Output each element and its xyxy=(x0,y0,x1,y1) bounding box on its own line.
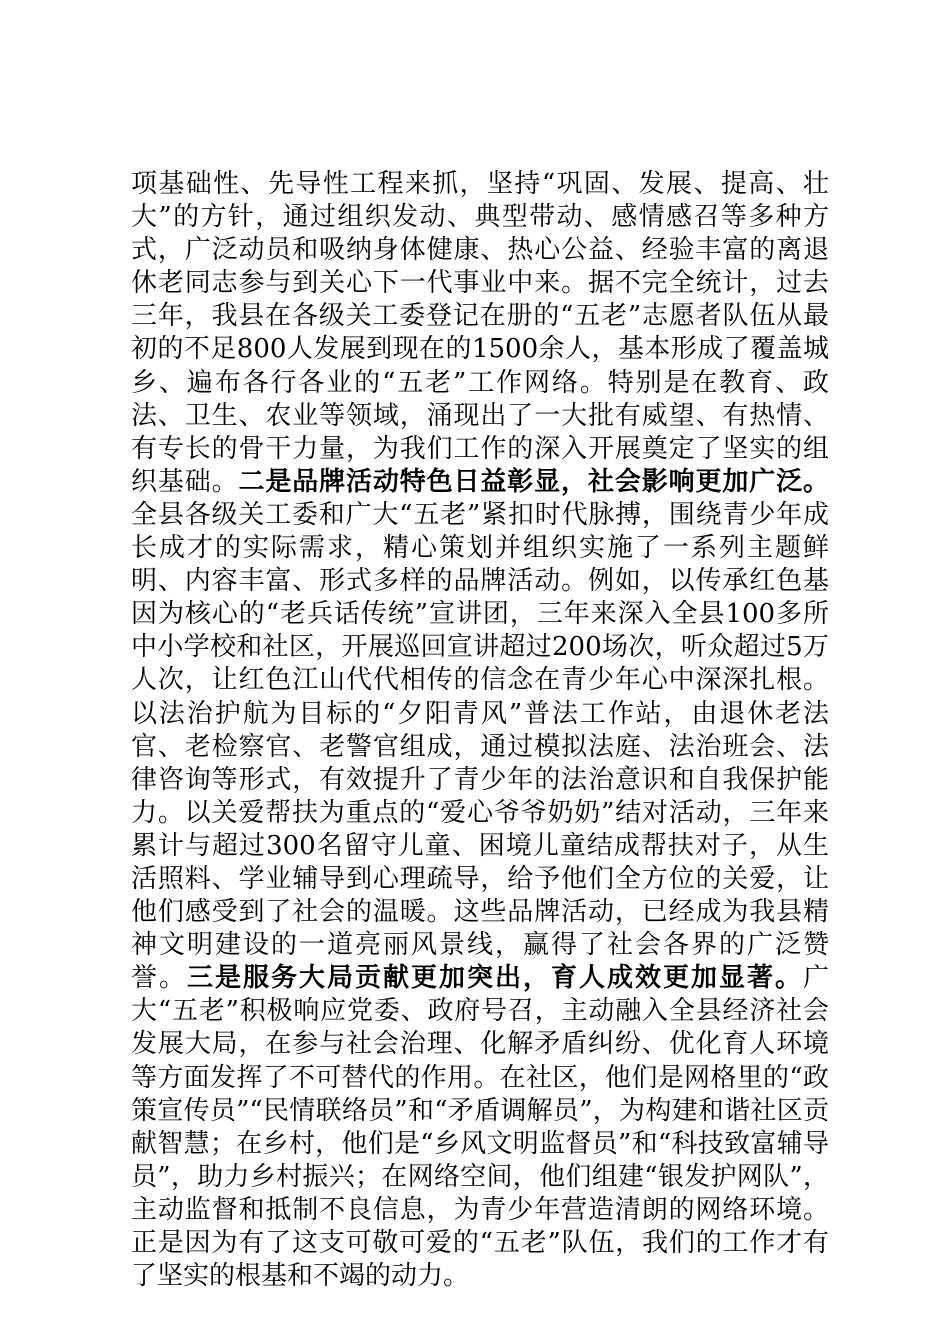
paragraph-segment: 广大“五老”积极响应党委、政府号召，主动融入全县经济社会发展大局，在参与社会治理、化解矛盾纠纷、优化育人环境等方面发挥了不可替代的作用。在社区，他们是网格里的“政策宣传员”“民情联络员”和“矛盾调解员”，为构建和谐社区贡献智慧；在乡村，他们是“乡风文明监督员”和“科技致富辅导员”，助力乡村振兴；在网络空间，他们组建“银发护网队”，主动监督和抵制不良信息，为青少年营造清朗的网络环境。正是因为有了这支可敬可爱的“五老”队伍，我们的工作才有了坚实的根基和不竭的动力。 xyxy=(131,963,829,1292)
paragraph-segment: 全县各级关工委和广大“五老”紧扣时代脉搏，围绕青少年成长成才的实际需求，精心策划并组织实施了一系列主题鲜明、内容丰富、形式多样的品牌活动。例如，以传承红色基因为核心的“老兵话传统”宣讲团，三年来深入全县100多所中小学校和社区，开展巡回宣讲超过200场次，听众超过5万人次，让红色江山代代相传的信念在青少年心中深深扎根。以法治护航为目标的“夕阳青风”普法工作站，由退休老法官、老检察官、老警官组成，通过模拟法庭、法治班会、法律咨询等形式，有效提升了青少年的法治意识和自我保护能力。以关爱帮扶为重点的“爱心爷爷奶奶”结对活动，三年来累计与超过300名留守儿童、困境儿童结成帮扶对子，从生活照料、学业辅导到心理疏导，给予他们全方位的关爱，让他们感受到了社会的温暖。这些品牌活动，已经成为我县精神文明建设的一道亮丽风景线，赢得了社会各界的广泛赞誉。 xyxy=(131,499,829,994)
document-page xyxy=(131,168,829,1292)
body-paragraph xyxy=(131,168,829,1293)
paragraph-segment: 项基础性、先导性工程来抓，坚持“巩固、发展、提高、壮大”的方针，通过组织发动、典型带动、感情感召等多种方式，广泛动员和吸纳身体健康、热心公益、经验丰富的离退休老同志参与到关心下一代事业中来。据不完全统计，过去三年，我县在各级关工委登记在册的“五老”志愿者队伍从最初的不足800人发展到现在的1500余人，基本形成了覆盖城乡、遍布各行各业的“五老”工作网络。特别是在教育、政法、卫生、农业等领域，涌现出了一大批有威望、有热情、有专长的骨干力量，为我们工作的深入开展奠定了坚实的组织基础。 xyxy=(131,169,829,497)
bold-heading-segment: 三是服务大局贡献更加突出，育人成效更加显著。 xyxy=(187,963,803,994)
bold-heading-segment: 二是品牌活动特色日益彰显，社会影响更加广泛。 xyxy=(238,466,829,497)
